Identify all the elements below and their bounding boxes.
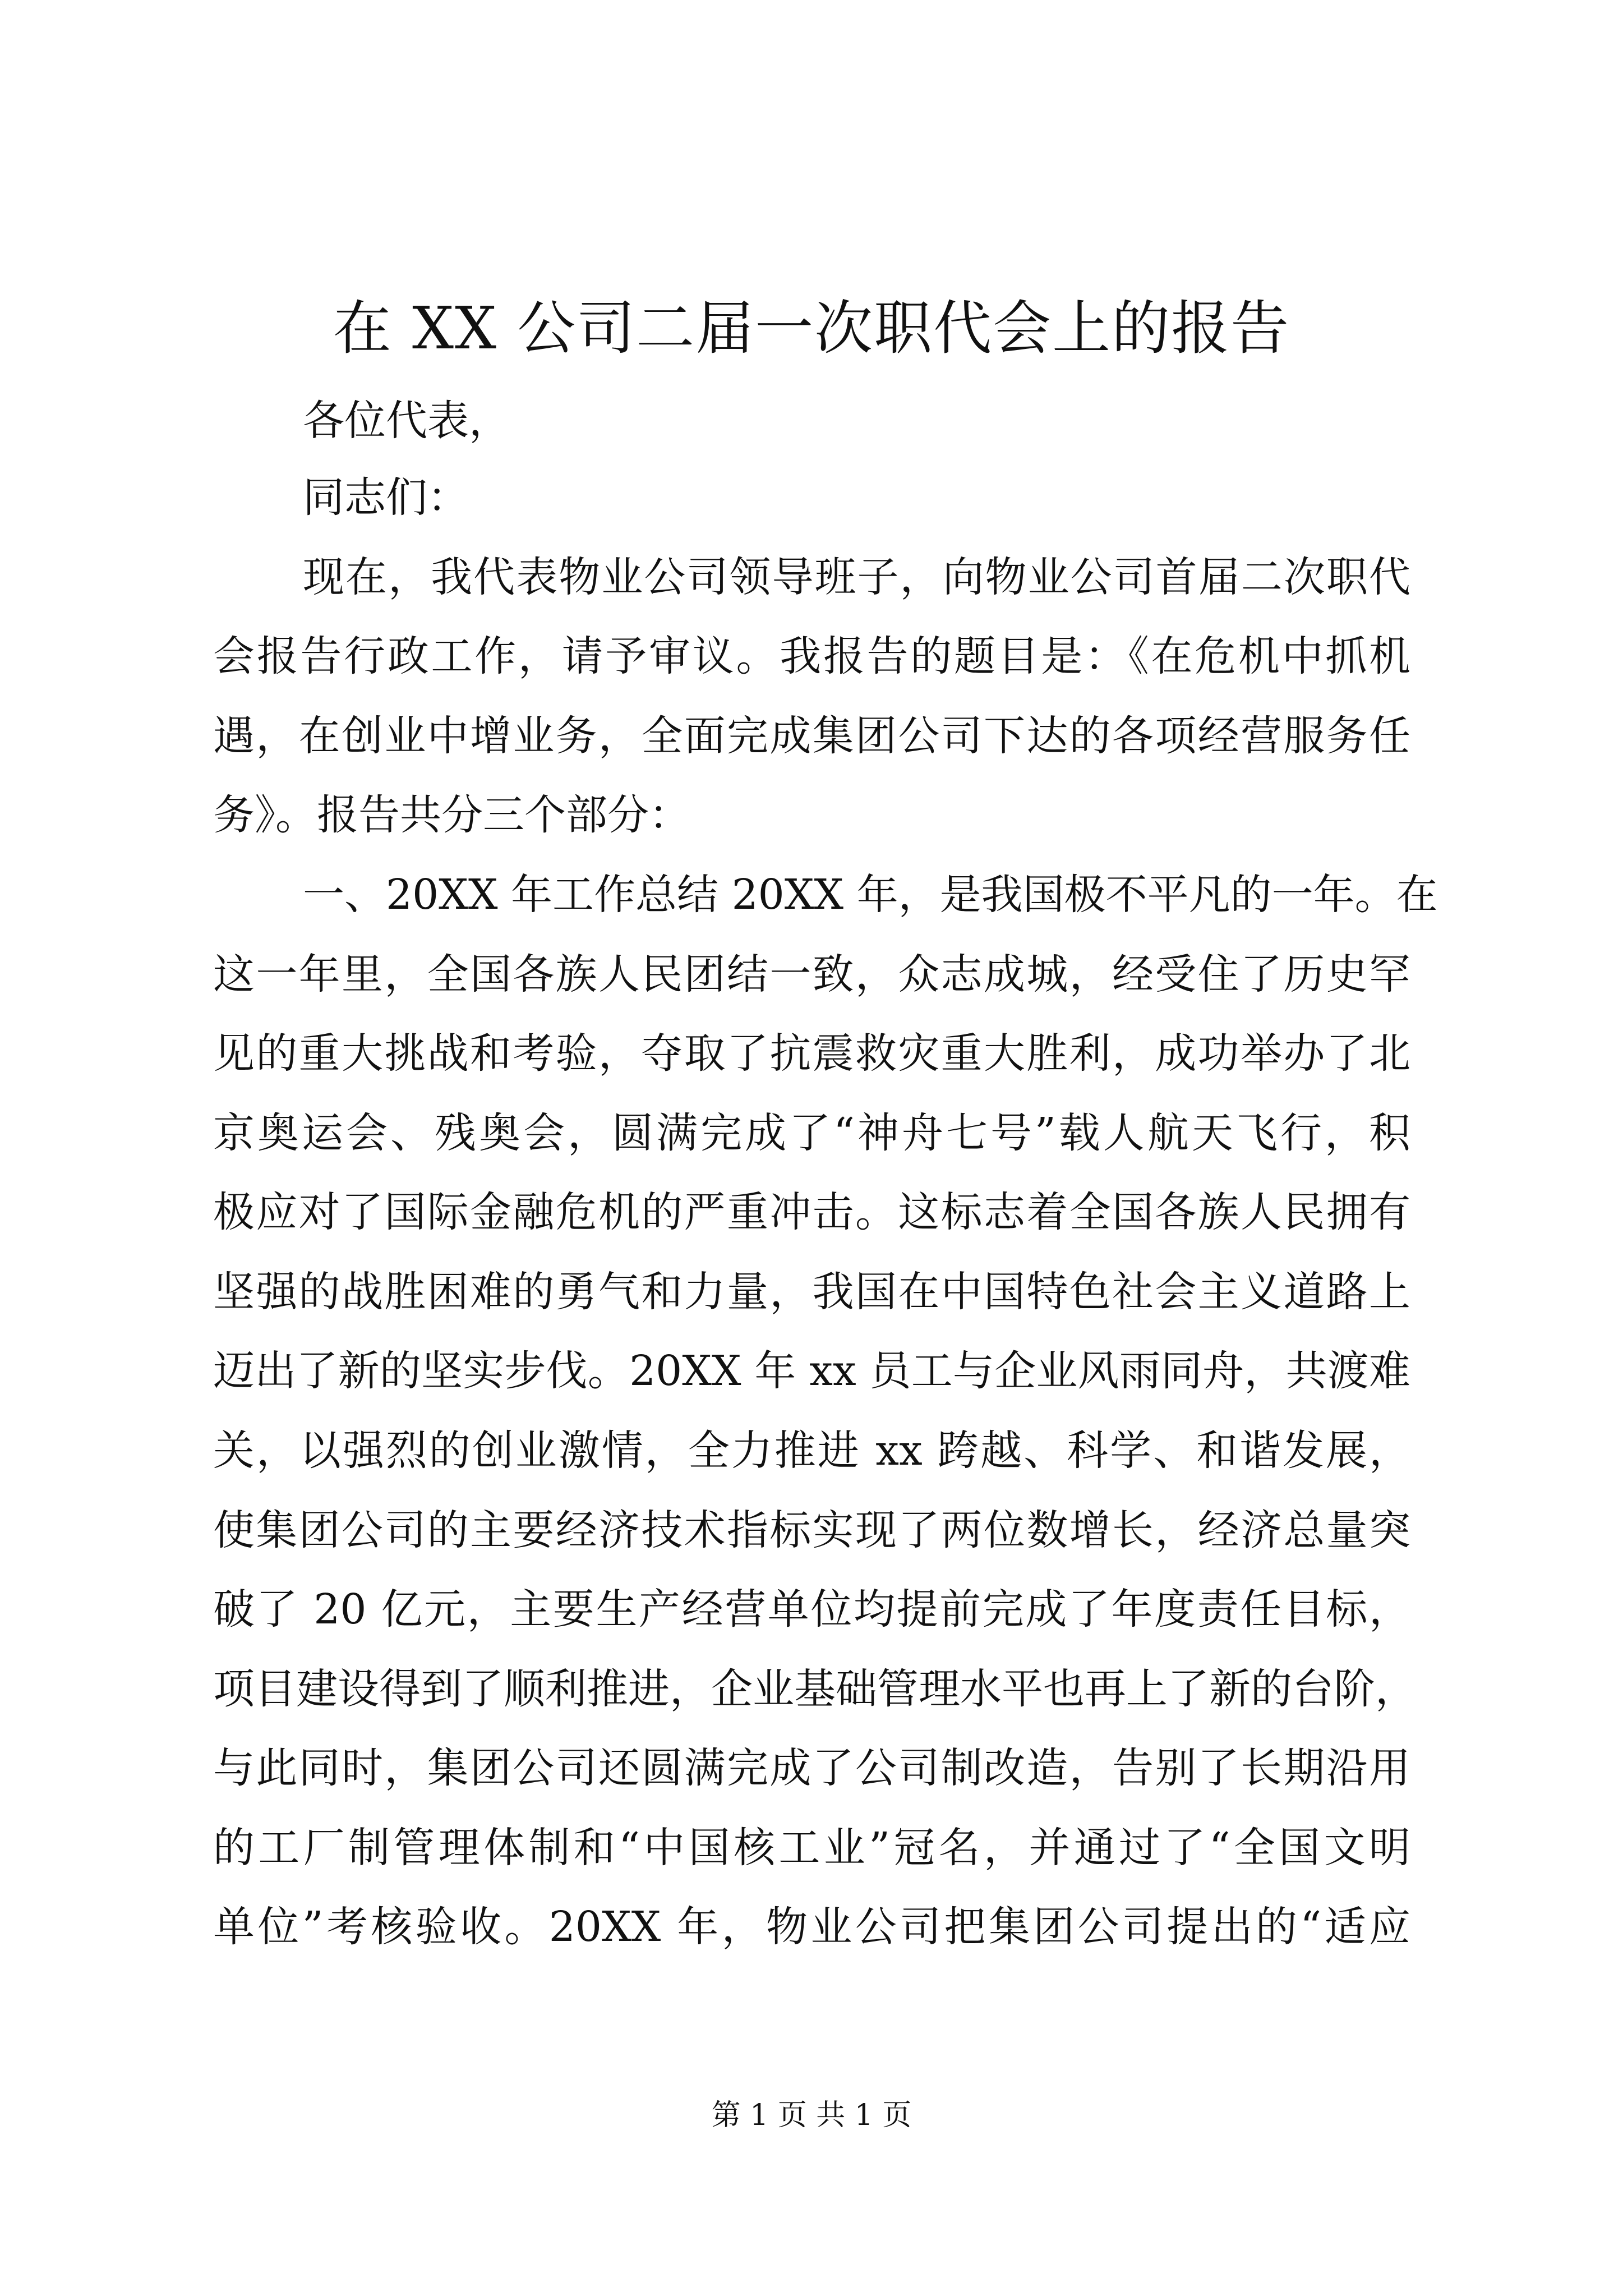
paragraph-line: 项目建设得到了顺利推进，企业基础管理水平也再上了新的台阶，: [213, 1665, 1417, 1713]
document-title: 在 XX 公司二届一次职代会上的报告: [333, 294, 1290, 362]
paragraph-line: 坚强的战胜困难的勇气和力量，我国在中国特色社会主义道路上: [213, 1268, 1410, 1316]
paragraph-line: 京奥运会、残奥会，圆满完成了“神舟七号”载人航天飞行，积: [213, 1109, 1410, 1157]
paragraph-line: 迈出了新的坚实步伐。20XX 年 xx 员工与企业风雨同舟，共渡难: [213, 1347, 1410, 1395]
paragraph-line: 现在，我代表物业公司领导班子，向物业公司首届二次职代: [303, 553, 1410, 601]
paragraph-line: 破了 20 亿元，主要生产经营单位均提前完成了年度责任目标，: [213, 1585, 1410, 1634]
paragraph-line: 会报告行政工作，请予审议。我报告的题目是：《在危机中抓机: [213, 632, 1410, 680]
paragraph-line: 单位”考核验收。20XX 年，物业公司把集团公司提出的“适应: [213, 1903, 1410, 1951]
paragraph-line: 一、20XX 年工作总结 20XX 年，是我国极不平凡的一年。在: [303, 871, 1438, 919]
paragraph-line: 见的重大挑战和考验，夺取了抗震救灾重大胜利，成功举办了北: [213, 1029, 1410, 1078]
salutation-line: 各位代表，: [303, 397, 510, 445]
paragraph-line: 这一年里，全国各族人民团结一致，众志成城，经受住了历史罕: [213, 950, 1410, 999]
salutation-line: 同志们：: [303, 473, 469, 522]
paragraph-line: 使集团公司的主要经济技术指标实现了两位数增长，经济总量突: [213, 1506, 1410, 1554]
paragraph-line: 遇，在创业中增业务，全面完成集团公司下达的各项经营服务任: [213, 712, 1410, 760]
paragraph-line: 的工厂制管理体制和“中国核工业”冠名，并通过了“全国文明: [213, 1824, 1410, 1872]
paragraph-line: 务》。报告共分三个部分：: [213, 791, 690, 839]
paragraph-line: 关，以强烈的创业激情，全力推进 xx 跨越、科学、和谐发展，: [213, 1427, 1410, 1475]
page-footer: 第 1 页 共 1 页: [711, 2099, 912, 2132]
paragraph-line: 与此同时，集团公司还圆满完成了公司制改造，告别了长期沿用: [213, 1744, 1410, 1792]
paragraph-line: 极应对了国际金融危机的严重冲击。这标志着全国各族人民拥有: [213, 1188, 1410, 1236]
